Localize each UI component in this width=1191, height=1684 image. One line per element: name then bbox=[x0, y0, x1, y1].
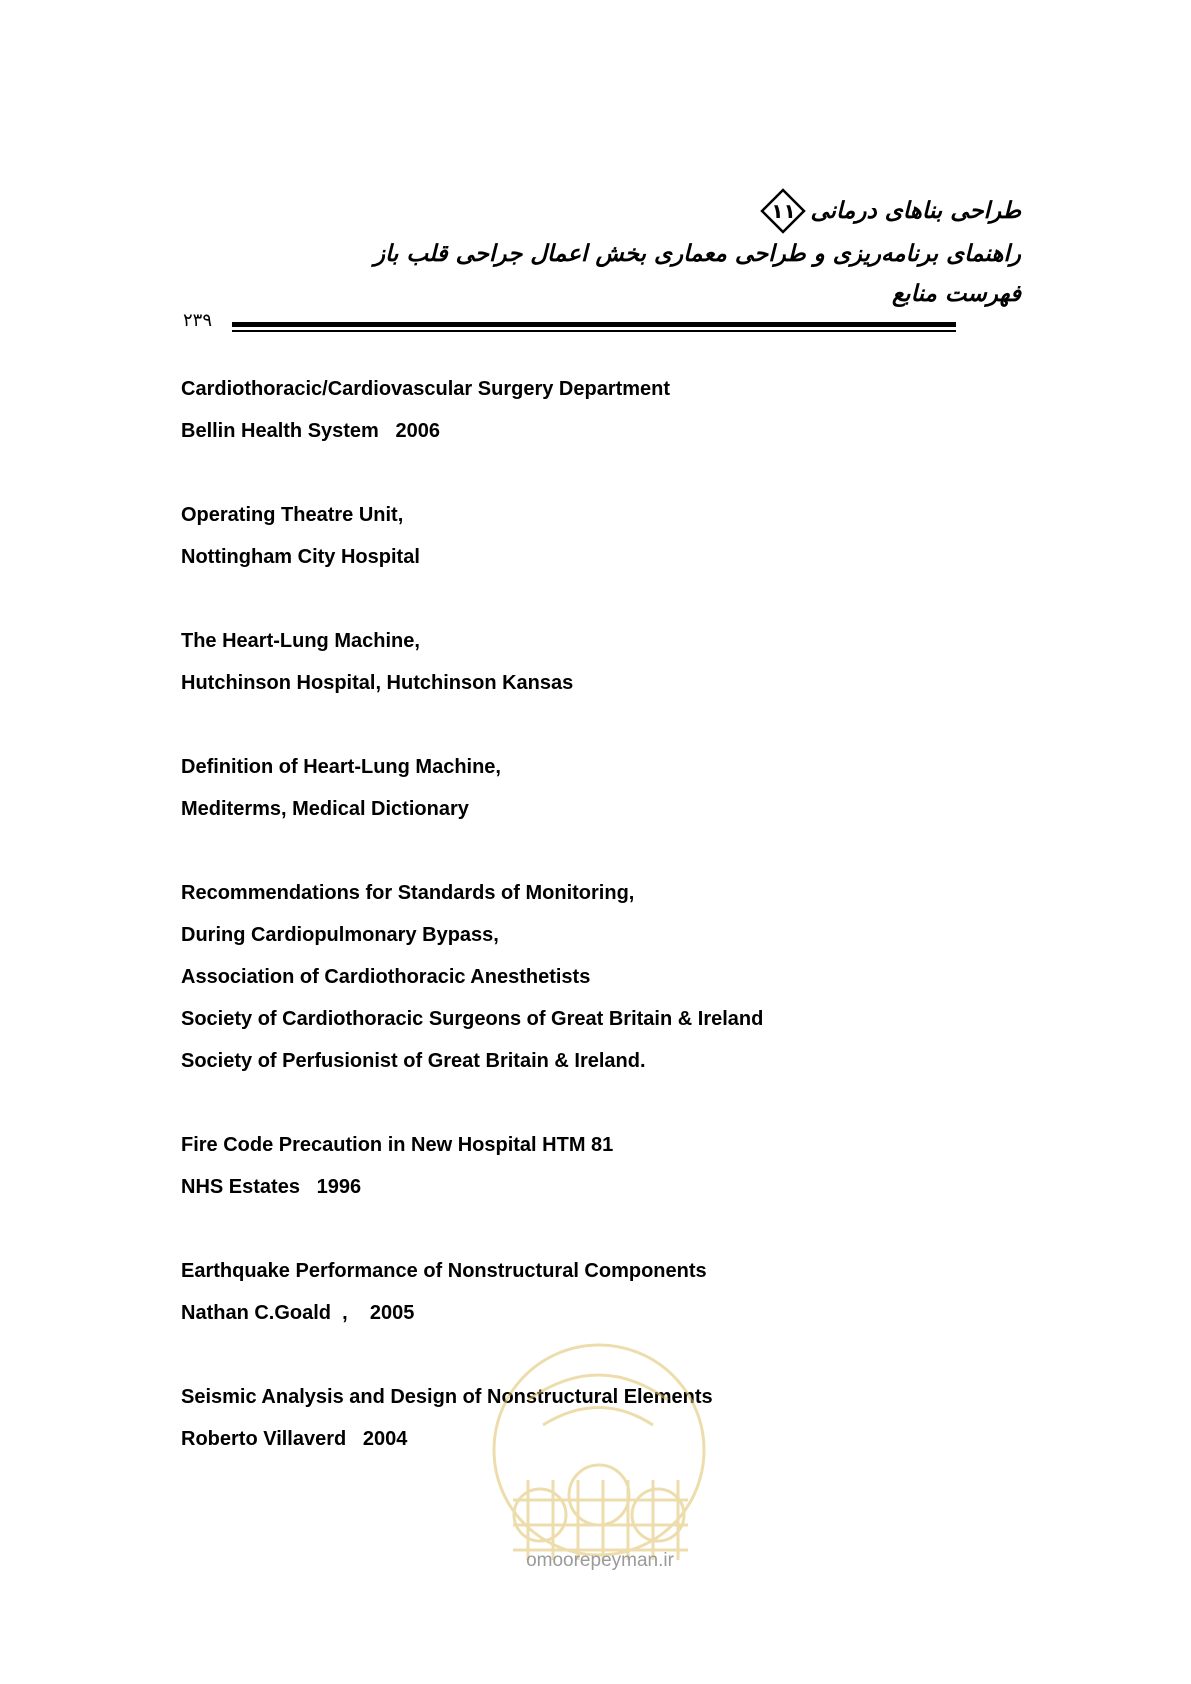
reference-entry bbox=[181, 620, 1061, 704]
watermark-site: omoorepeyman.ir bbox=[526, 1550, 674, 1571]
reference-line: Association of Cardiothoracic Anesthetists bbox=[181, 966, 591, 988]
reference-line: Earthquake Performance of Nonstructural Components bbox=[181, 1260, 707, 1282]
reference-line: Mediterms, Medical Dictionary bbox=[181, 798, 469, 820]
reference-line: Operating Theatre Unit, bbox=[181, 504, 404, 526]
header-title-line bbox=[301, 188, 1021, 234]
reference-entry bbox=[181, 494, 1061, 578]
reference-line: The Heart-Lung Machine, bbox=[181, 630, 420, 652]
reference-line: Fire Code Precaution in New Hospital HTM 81 bbox=[181, 1134, 614, 1156]
reference-line: Bellin Health System 2006 bbox=[181, 420, 441, 442]
header-rule-thick bbox=[232, 322, 956, 327]
header-section: فهرست منابع bbox=[891, 281, 1021, 307]
header-title: طراحی بناهای درمانی bbox=[810, 198, 1021, 224]
reference-entry bbox=[181, 1250, 1061, 1334]
reference-line: Seismic Analysis and Design of Nonstructural Elements bbox=[181, 1386, 713, 1408]
page-number: ۲۳۹ bbox=[183, 310, 213, 331]
header-subtitle: راهنمای برنامه‌ریزی و طراحی معماری بخش اعمال جراحی قلب باز bbox=[373, 241, 1021, 267]
reference-line: Recommendations for Standards of Monitoring, bbox=[181, 882, 635, 904]
reference-entry bbox=[181, 746, 1061, 830]
reference-line: Roberto Villaverd 2004 bbox=[181, 1428, 408, 1450]
reference-line: Society of Cardiothoracic Surgeons of Great Britain & Ireland bbox=[181, 1008, 764, 1030]
reference-line: Society of Perfusionist of Great Britain & Ireland. bbox=[181, 1050, 646, 1072]
reference-line: Nathan C.Goald , 2005 bbox=[181, 1302, 415, 1324]
reference-entry bbox=[181, 1124, 1061, 1208]
reference-line: Cardiothoracic/Cardiovascular Surgery Department bbox=[181, 378, 671, 400]
reference-line: During Cardiopulmonary Bypass, bbox=[181, 924, 499, 946]
reference-entry bbox=[181, 872, 1061, 1082]
header-rule-thin bbox=[232, 330, 956, 332]
diamond-badge-icon bbox=[760, 188, 806, 234]
page-header bbox=[301, 188, 1021, 314]
reference-line: Hutchinson Hospital, Hutchinson Kansas bbox=[181, 672, 574, 694]
volume-number: ۱۱ bbox=[771, 199, 796, 223]
reference-line: NHS Estates 1996 bbox=[181, 1176, 362, 1198]
reference-entry bbox=[181, 368, 1061, 452]
reference-line: Nottingham City Hospital bbox=[181, 546, 420, 568]
reference-line: Definition of Heart-Lung Machine, bbox=[181, 756, 501, 778]
